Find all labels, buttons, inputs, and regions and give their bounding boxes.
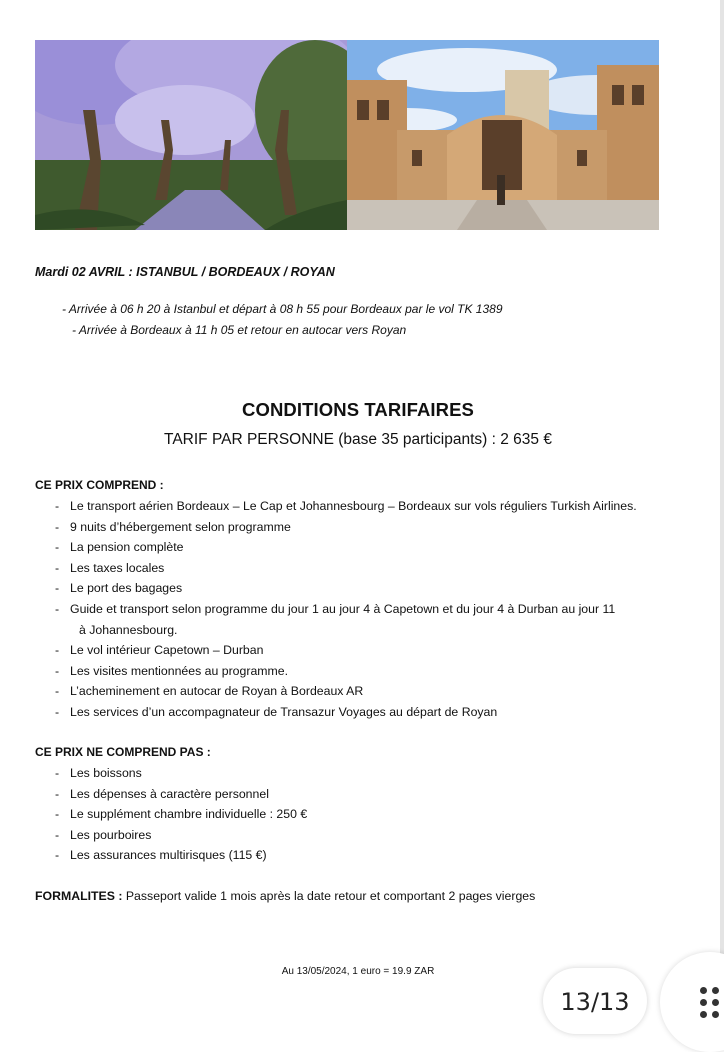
formalites-label: FORMALITES : xyxy=(35,889,123,903)
list-item: - Le transport aérien Bordeaux – Le Cap et Johannesbourg – Bordeaux sur vols réguliers Turkish Airlines. xyxy=(55,496,637,517)
schedule-line: - Arrivée à 06 h 20 à Istanbul et départ à 08 h 55 pour Bordeaux par le vol TK 1389 xyxy=(62,302,503,316)
exchange-rate-footnote: Au 13/05/2024, 1 euro = 19.9 ZAR xyxy=(281,966,435,977)
header-photos xyxy=(35,40,659,230)
includes-heading: CE PRIX COMPREND : xyxy=(35,478,164,492)
schedule-line: - Arrivée à Bordeaux à 11 h 05 et retour en autocar vers Royan xyxy=(72,323,407,337)
list-item: - Les dépenses à caractère personnel xyxy=(55,784,307,805)
list-item: - Les taxes locales xyxy=(55,558,637,579)
list-item: - L’acheminement en autocar de Royan à Bordeaux AR xyxy=(55,681,637,702)
list-item: - Guide et transport selon programme du jour 1 au jour 4 à Capetown et du jour 4 à Durban au jour 11 à Johannesbourg. xyxy=(55,599,637,640)
page-indicator[interactable] xyxy=(543,968,647,1034)
jacaranda-avenue-photo xyxy=(35,40,347,230)
page-edge xyxy=(720,0,724,1024)
list-item: - La pension complète xyxy=(55,537,637,558)
conditions-title: CONDITIONS TARIFAIRES xyxy=(242,399,474,420)
list-item: - Les pourboires xyxy=(55,825,307,846)
formalites-text: Passeport valide 1 mois après la date retour et comportant 2 pages vierges xyxy=(122,889,536,903)
list-item: - Les visites mentionnées au programme. xyxy=(55,661,637,682)
list-item: - Les services d’un accompagnateur de Transazur Voyages au départ de Royan xyxy=(55,702,637,723)
list-item: - Le supplément chambre individuelle : 250 € xyxy=(55,804,307,825)
tarif-per-person: TARIF PAR PERSONNE (base 35 participants) : 2 635 € xyxy=(164,431,552,448)
list-item: - Les boissons xyxy=(55,763,307,784)
list-item: - 9 nuits d’hébergement selon programme xyxy=(55,517,637,538)
list-item: - Les assurances multirisques (115 €) xyxy=(55,845,307,866)
list-item-continuation: à Johannesbourg. xyxy=(79,622,178,637)
includes-list xyxy=(55,496,637,723)
page-indicator-label: 13/13 xyxy=(560,988,630,1016)
dots-grid-icon xyxy=(700,987,722,1019)
list-item: - Le port des bagages xyxy=(55,578,637,599)
list-item: - Le vol intérieur Capetown – Durban xyxy=(55,640,637,661)
day-schedule xyxy=(62,299,503,341)
day-title: Mardi 02 AVRIL : ISTANBUL / BORDEAUX / ROYAN xyxy=(35,265,335,279)
nelson-mandela-square-photo xyxy=(347,40,659,230)
formalites xyxy=(35,889,535,903)
excludes-list xyxy=(55,763,307,866)
excludes-heading: CE PRIX NE COMPREND PAS : xyxy=(35,745,211,759)
